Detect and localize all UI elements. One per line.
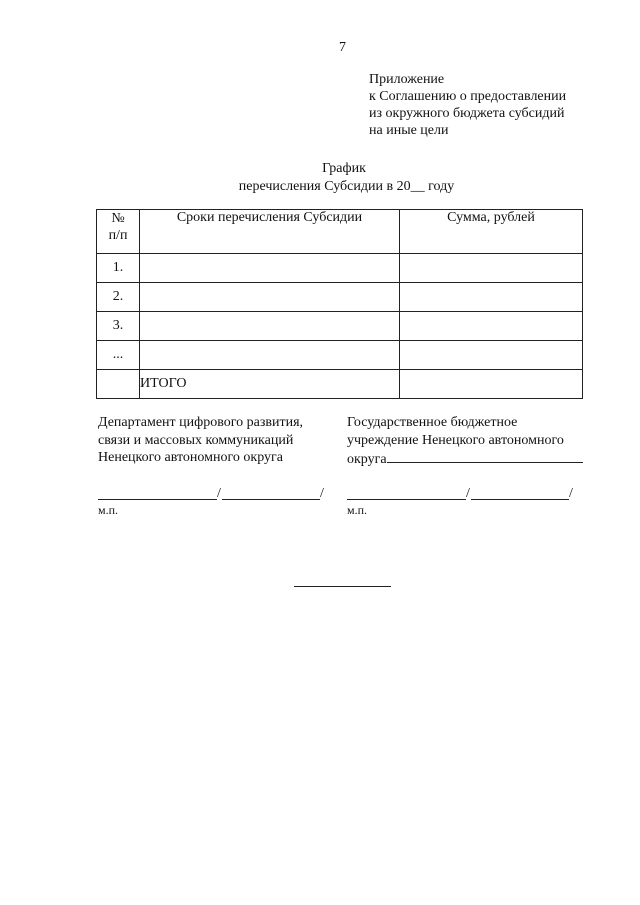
total-row bbox=[97, 370, 583, 399]
term-cell bbox=[140, 283, 400, 312]
header-sum: Сумма, рублей bbox=[400, 210, 583, 254]
appendix-line: к Соглашению о предоставлении bbox=[369, 89, 567, 104]
signature-separator: / bbox=[320, 486, 324, 501]
payment-schedule-table bbox=[96, 209, 583, 399]
term-cell bbox=[140, 341, 400, 370]
signatory-right-line: Государственное бюджетное bbox=[347, 415, 518, 430]
row-number: ... bbox=[97, 341, 140, 370]
document-title bbox=[0, 160, 640, 196]
signature-name-blank[interactable] bbox=[222, 499, 320, 500]
term-cell bbox=[140, 312, 400, 341]
signatory-left-line: связи и массовых коммуникаций bbox=[98, 432, 294, 448]
sum-cell bbox=[400, 312, 583, 341]
row-number: 3. bbox=[97, 312, 140, 341]
title-line: График bbox=[322, 161, 366, 176]
title-subline: перечисления Субсидии в 20__ году bbox=[238, 179, 455, 194]
signatory-left bbox=[98, 414, 303, 467]
appendix-line: Приложение bbox=[369, 72, 445, 87]
closing-rule bbox=[294, 586, 391, 587]
table-header-row bbox=[97, 210, 583, 254]
sum-cell bbox=[400, 341, 583, 370]
signatory-left-line: Ненецкого автономного округа bbox=[98, 450, 283, 465]
table-row bbox=[97, 341, 583, 370]
header-number bbox=[97, 210, 140, 254]
signature-line-right[interactable] bbox=[347, 486, 577, 500]
signature-separator: / bbox=[217, 486, 221, 501]
header-number-symbol: № bbox=[111, 211, 125, 226]
total-sum-cell bbox=[400, 370, 583, 399]
signature-separator: / bbox=[569, 486, 573, 501]
appendix-header bbox=[369, 71, 566, 139]
signature-name-blank[interactable] bbox=[471, 499, 569, 500]
header-number-abbr: п/п bbox=[108, 228, 128, 243]
row-number: 2. bbox=[97, 283, 140, 312]
row-number: 1. bbox=[97, 254, 140, 283]
signature-blank[interactable] bbox=[98, 499, 217, 500]
table-row bbox=[97, 283, 583, 312]
signature-separator: / bbox=[466, 486, 470, 501]
sum-cell bbox=[400, 254, 583, 283]
table-row bbox=[97, 254, 583, 283]
signatory-right-line: округа bbox=[347, 452, 387, 467]
organization-name-blank[interactable] bbox=[387, 449, 583, 463]
stamp-placeholder-right: м.п. bbox=[347, 503, 368, 517]
header-terms: Сроки перечисления Субсидии bbox=[140, 210, 400, 254]
signature-blank[interactable] bbox=[347, 499, 466, 500]
total-label: ИТОГО bbox=[140, 370, 400, 399]
signatory-right-line: учреждение Ненецкого автономного bbox=[347, 432, 564, 448]
total-number-cell bbox=[97, 370, 140, 399]
appendix-line: на иные цели bbox=[369, 123, 449, 138]
signatory-right bbox=[347, 414, 583, 469]
appendix-line: из окружного бюджета субсидий bbox=[369, 106, 565, 121]
signatory-left-line: Департамент цифрового развития, bbox=[98, 415, 304, 430]
signature-line-left[interactable] bbox=[98, 486, 328, 500]
signatory-right-line-with-blank bbox=[347, 449, 583, 469]
page-number: 7 bbox=[339, 40, 346, 55]
sum-cell bbox=[400, 283, 583, 312]
table-row bbox=[97, 312, 583, 341]
term-cell bbox=[140, 254, 400, 283]
stamp-placeholder-left: м.п. bbox=[98, 503, 119, 517]
